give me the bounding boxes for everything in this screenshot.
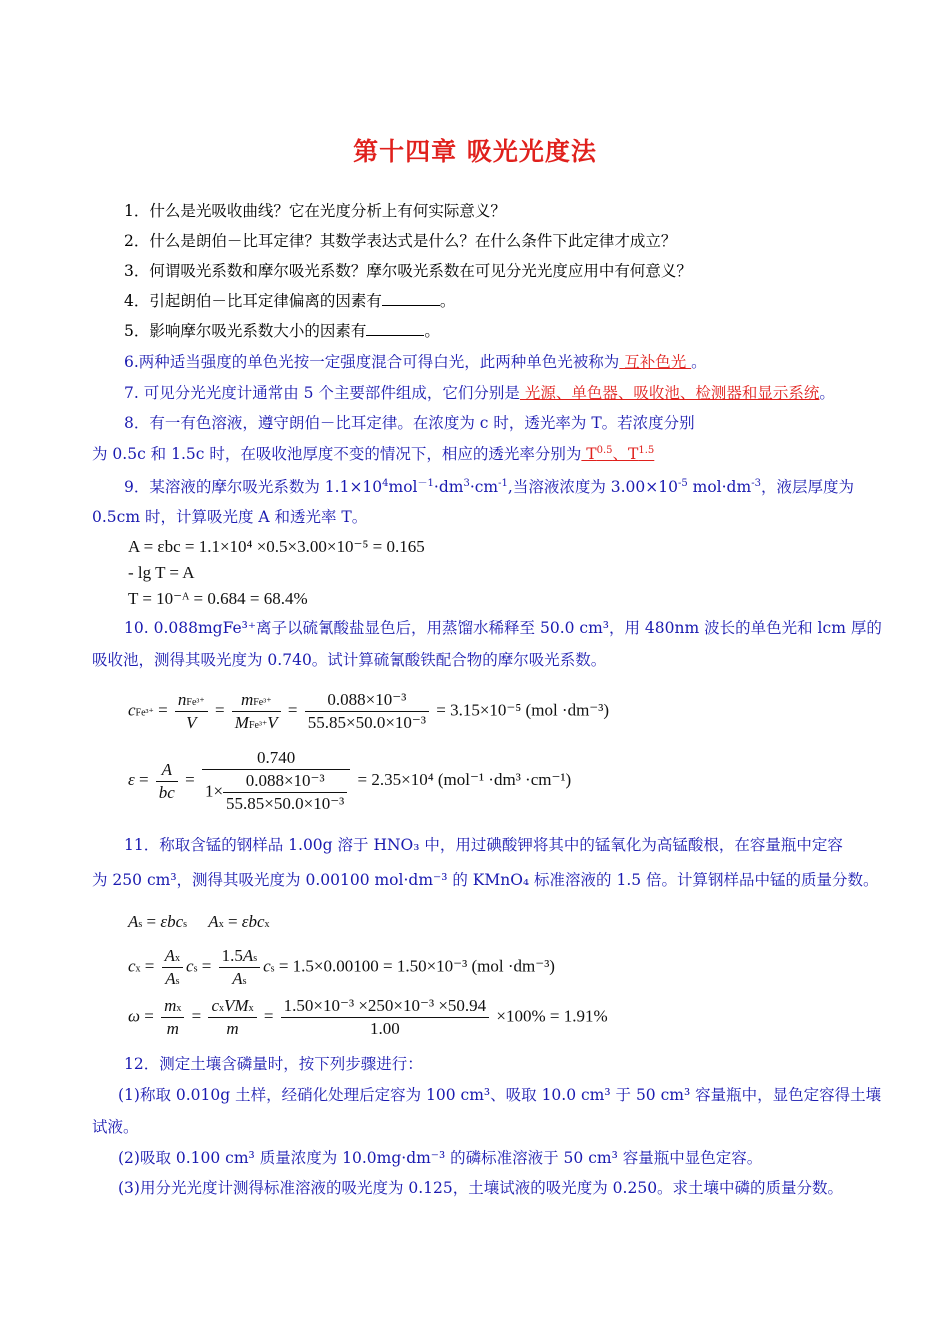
- exp: -1: [498, 477, 508, 489]
- question-9-line-2: 0.5cm 时，计算吸光度 A 和透光率 T。: [92, 508, 368, 526]
- result: = 1.5×0.00100 = 1.50×10⁻³ (mol ·dm⁻³): [278, 956, 555, 976]
- period: 。: [691, 353, 707, 371]
- answer-blank: [366, 321, 424, 336]
- q9-part: ·dm: [433, 478, 464, 496]
- question-3: 3．何谓吸光系数和摩尔吸光系数？摩尔吸光系数在可见分光光度应用中有何意义？: [124, 262, 692, 280]
- question-5: [124, 320, 440, 342]
- question-6: [124, 351, 707, 373]
- fraction: [281, 996, 490, 1039]
- question-12-line-1: 12．测定土壤含磷量时，按下列步骤进行：: [124, 1055, 423, 1073]
- numerator: 0.088×10⁻³: [305, 690, 429, 712]
- q9-equation-2: - lg T = A: [128, 563, 195, 582]
- denominator: 55.85×50.0×10⁻³: [226, 794, 345, 813]
- q10-equation-2: ε = $\frac{A}{bc}$ = 0.740 1× $\frac{\text{0.088×10⁻³}}{\text{55.85×50.0×10⁻³}}$ = 2.35×10⁴ (mol⁻¹ ·dm³ ·cm⁻¹): [128, 748, 572, 813]
- answer-b: 、T: [612, 445, 639, 463]
- fraction: [305, 690, 429, 733]
- exp: -3: [751, 477, 761, 489]
- q9-part: ·cm: [469, 478, 499, 496]
- exp: 3: [463, 477, 470, 489]
- fraction: $\frac{A}{bc}$: [156, 760, 178, 803]
- result: = 3.15×10⁻⁵ (mol ·dm⁻³): [436, 700, 610, 720]
- chapter-title: 第十四章 吸光光度法: [353, 137, 597, 166]
- q10-equation-1: cFe³⁺ = $\frac{\text{nFe³⁺}}{V}$ = $\frac{\text{mFe³⁺}}{\text{MFe³⁺V}}$ = $\frac{\text{0.088×10⁻³}}{\text{55.85×50.0×10⁻³}}$ = 3.15×10⁻⁵ (mol ·dm⁻³): [128, 690, 610, 732]
- period: 。: [819, 384, 835, 402]
- question-12-step-1-cont: 试液。: [92, 1118, 139, 1136]
- exponent-b: 1.5: [638, 444, 655, 456]
- q11-equation-2: cx = $\frac{Ax}{As}$ cs = $\frac{1.5As}{As}$ cs = 1.5×0.00100 = 1.50×10⁻³ (mol ·dm⁻³): [128, 946, 555, 988]
- q9-part: mol: [388, 478, 418, 496]
- answer-a: T: [581, 445, 597, 463]
- question-7-text: 7. 可见分光光度计通常由 5 个主要部件组成，它们分别是: [124, 384, 520, 402]
- question-1: 1．什么是光吸收曲线？它在光度分析上有何实际意义？: [124, 202, 506, 220]
- period: 。: [424, 322, 440, 340]
- result: ×100% = 1.91%: [496, 1006, 608, 1026]
- exp: －1: [417, 477, 434, 489]
- question-12-step-3: (3)用分光光度计测得标准溶液的吸光度为 0.125，土壤试液的吸光度为 0.250。求土壤中磷的质量分数。: [118, 1179, 844, 1197]
- question-7: [124, 382, 835, 404]
- q11-equation-3: ω = $\frac{mx}{m}$ = $\frac{\text{cxVMx}}{m}$ = $\frac{\text{1.50×10⁻³ ×250×10⁻³ ×50.94}}{1.00}$ ×100% = 1.91%: [128, 996, 608, 1038]
- fraction: $\frac{1.5As}{As}$: [219, 946, 261, 989]
- question-9-line-1: [124, 476, 854, 498]
- question-4-text: 4．引起朗伯－比耳定律偏离的因素有: [124, 292, 382, 310]
- q9-equation-1: A = εbc = 1.1×10⁴ ×0.5×3.00×10⁻⁵ = 0.165: [128, 537, 425, 556]
- exponent-a: 0.5: [596, 444, 613, 456]
- q9-equation-3: T = 10⁻ᴬ = 0.684 = 68.4%: [128, 589, 308, 608]
- question-12-step-2: (2)吸取 0.100 cm³ 质量浓度为 10.0mg·dm⁻³ 的磷标准溶液于 50 cm³ 容量瓶中显色定容。: [118, 1149, 763, 1167]
- question-10-line-2: 吸收池，测得其吸光度为 0.740。试计算硫氰酸铁配合物的摩尔吸光系数。: [92, 651, 607, 669]
- question-11-line-2: 为 250 cm³，测得其吸光度为 0.00100 mol·dm⁻³ 的 KMnO₄ 标准溶液的 1.5 倍。计算钢样品中锰的质量分数。: [92, 871, 879, 889]
- fraction: $\frac{Ax}{As}$: [162, 946, 183, 989]
- period: 。: [439, 292, 456, 310]
- numerator: 0.088×10⁻³: [223, 771, 347, 793]
- fraction: $\frac{\text{nFe³⁺}}{V}$: [175, 690, 208, 733]
- question-11-line-1: 11．称取含锰的钢样品 1.00g 溶于 HNO₃ 中，用过碘酸钾将其中的锰氧化为高锰酸根，在容量瓶中定容: [124, 836, 843, 854]
- question-12-step-1: (1)称取 0.010g 土样，经硝化处理后定容为 100 cm³、吸取 10.0 cm³ 于 50 cm³ 容量瓶中，显色定容得土壤: [118, 1086, 882, 1104]
- denominator: 55.85×50.0×10⁻³: [307, 713, 426, 732]
- denominator: 1.00: [370, 1019, 400, 1038]
- question-5-text: 5．影响摩尔吸光系数大小的因素有: [124, 322, 367, 340]
- question-8-answer: [581, 445, 654, 463]
- exp: 4: [382, 477, 389, 489]
- question-7-answer: 光源、单色器、吸收池、检测器和显示系统: [519, 384, 820, 402]
- question-4: [124, 290, 455, 312]
- q9-part: ,当溶液浓度为 3.00×10: [507, 478, 678, 496]
- result: = 2.35×10⁴ (mol⁻¹ ·dm³ ·cm⁻¹): [357, 769, 572, 789]
- q9-part: ，液层厚度为: [760, 478, 854, 496]
- q9-part: mol·dm: [687, 478, 752, 496]
- fraction: 0.740 1× $\frac{\text{0.088×10⁻³}}{\text{55.85×50.0×10⁻³}}$: [202, 748, 350, 814]
- numerator: 1.50×10⁻³ ×250×10⁻³ ×50.94: [281, 996, 490, 1018]
- question-8-text: 为 0.5c 和 1.5c 时，在吸收池厚度不变的情况下，相应的透光率分别为: [92, 445, 582, 463]
- question-8-line-2: [92, 443, 654, 465]
- fraction: $\frac{\text{mFe³⁺}}{\text{MFe³⁺V}}$: [232, 690, 281, 733]
- question-6-text: 6.两种适当强度的单色光按一定强度混合可得白光，此两种单色光被称为: [124, 353, 620, 371]
- q11-equation-1: As = εbcs Ax = εbcx: [128, 912, 270, 931]
- q9-part: 9．某溶液的摩尔吸光系数为 1.1×10: [124, 478, 383, 496]
- question-2: 2．什么是朗伯－比耳定律？其数学表达式是什么？在什么条件下此定律才成立？: [124, 232, 677, 250]
- question-6-answer: 互补色光: [619, 353, 692, 371]
- question-8-line-1: 8．有一有色溶液，遵守朗伯－比耳定律。在浓度为 c 时，透光率为 T。若浓度分别: [124, 414, 695, 432]
- exp: -5: [677, 477, 688, 489]
- fraction: $\frac{mx}{m}$: [161, 996, 184, 1039]
- fraction: $\frac{\text{cxVMx}}{m}$: [208, 996, 256, 1039]
- answer-blank: [382, 291, 440, 306]
- numerator: 0.740: [202, 748, 350, 770]
- question-10-line-1: 10. 0.088mgFe³⁺离子以硫氰酸盐显色后，用蒸馏水稀释至 50.0 cm³，用 480nm 波长的单色光和 lcm 厚的: [124, 619, 882, 637]
